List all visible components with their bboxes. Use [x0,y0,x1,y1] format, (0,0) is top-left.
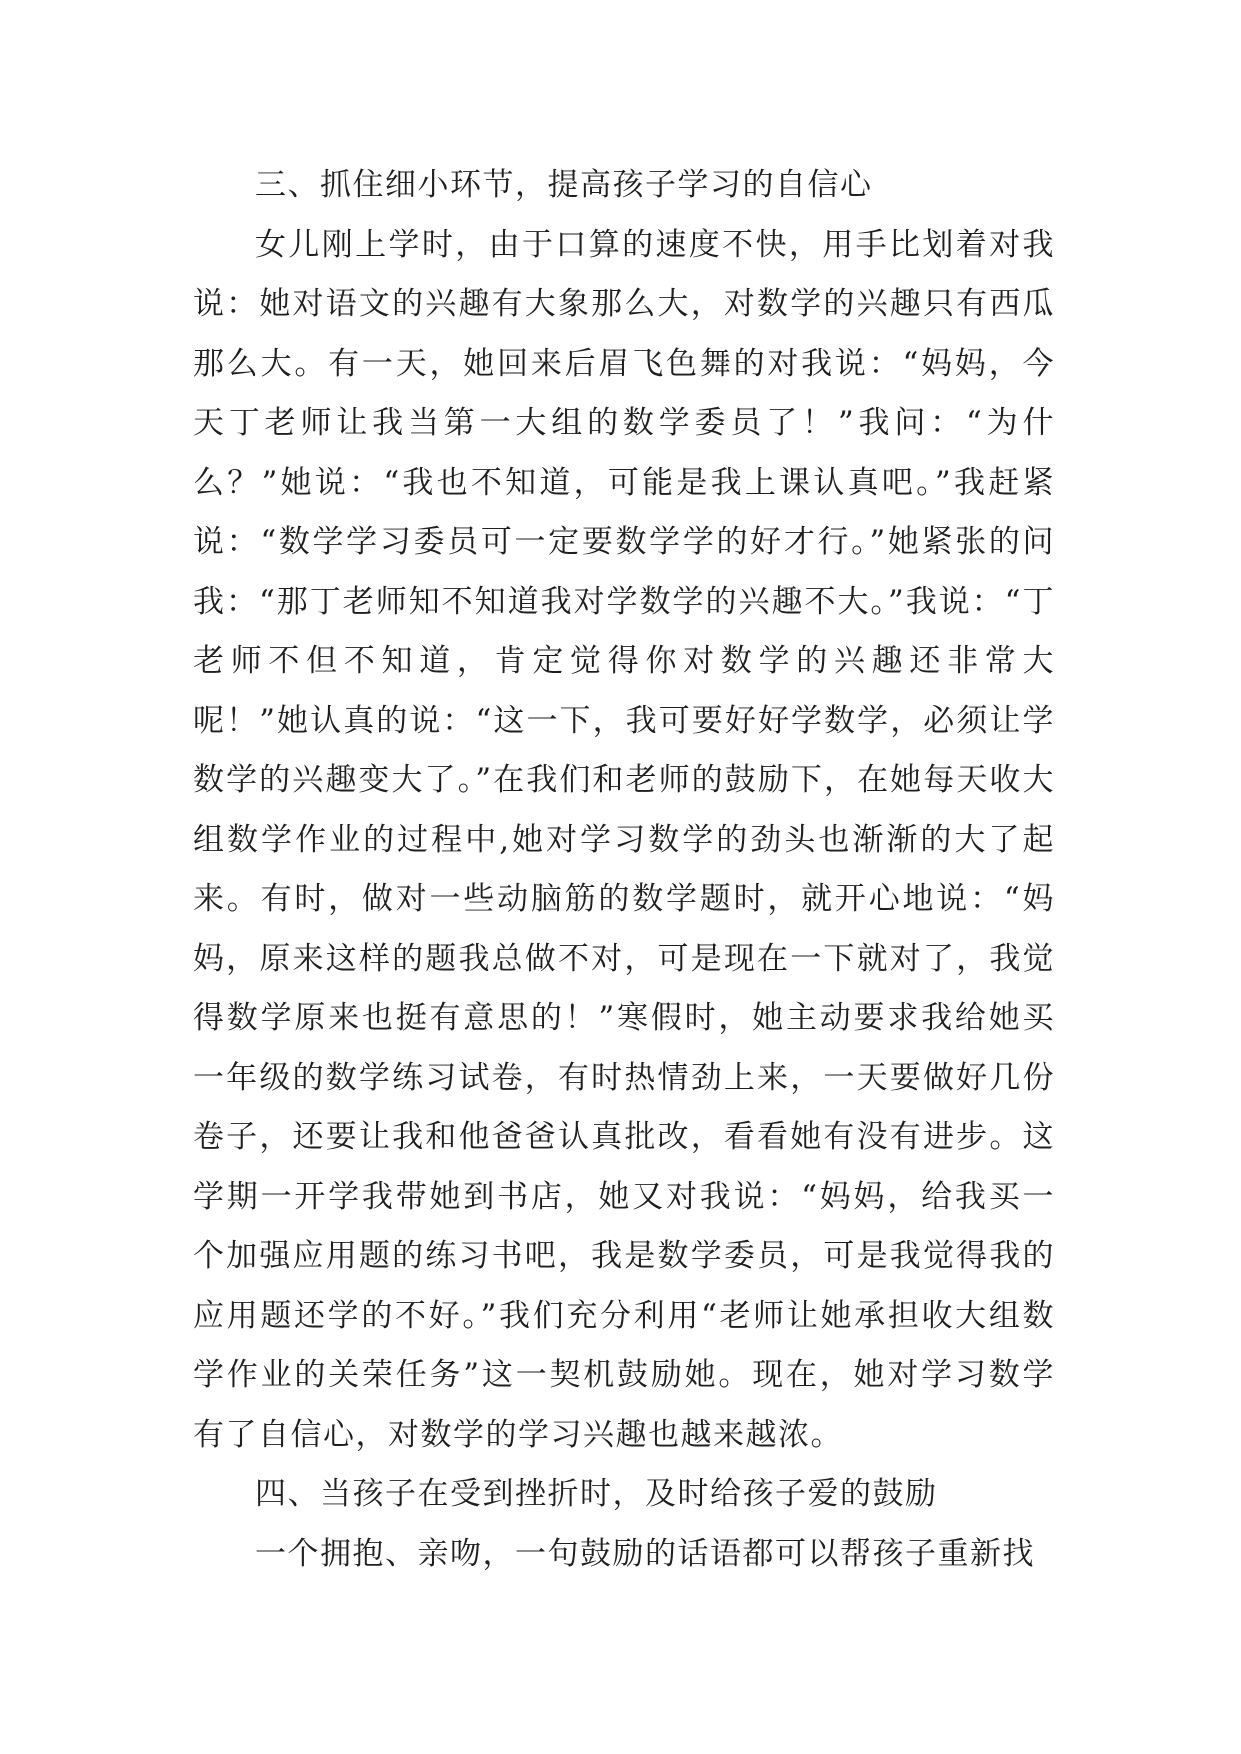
section-heading-3: 三、抓住细小环节，提高孩子学习的自信心 [255,167,873,203]
section-heading-4: 四、当孩子在受到挫折时，及时给孩子爱的鼓励 [255,1476,938,1512]
section-paragraph-4: 一个拥抱、亲吻，一句鼓励的话语都可以帮孩子重新找 [255,1535,1035,1572]
section-paragraph-3: 女儿刚上学时，由于口算的速度不快，用手比划着对我说：她对语文的兴趣有大象那么大，对数学的兴趣只有西瓜那么大。有一天，她回来后眉飞色舞的对我说：“妈妈，今天丁老师让我当第一大组的数学委员了！”我问：“为什么？”她说：“我也不知道，可能是我上课认真吧。”我赶紧说：“数学学习委员可一定要数学学的好才行。”她紧张的问我：“那丁老师知不知道我对学数学的兴趣不大。”我说：“丁老师不但不知道，肯定觉得你对数学的兴趣还非常大呢！”她认真的说：“这一下，我可要好好学数学，必须让学数学的兴趣变大了。”在我们和老师的鼓励下，在她每天收大组数学作业的过程中,她对学习数学的劲头也渐渐的大了起来。有时，做对一些动脑筋的数学题时，就开心地说：“妈妈，原来这样的题我总做不对，可是现在一下就对了，我觉得数学原来也挺有意思的！”寒假时，她主动要求我给她买一年级的数学练习试卷，有时热情劲上来，一天要做好几份卷子，还要让我和他爸爸认真批改，看看她有没有进步。这学期一开学我带她到书店，她又对我说：“妈妈，给我买一个加强应用题的练习书吧，我是数学委员，可是我觉得我的应用题还学的不好。”我们充分利用“老师让她承担收大组数学作业的关荣任务”这一契机鼓励她。现在，她对学习数学有了自信心，对数学的学习兴趣也越来越浓。 [193,226,1055,1453]
document-body [193,156,1055,1584]
